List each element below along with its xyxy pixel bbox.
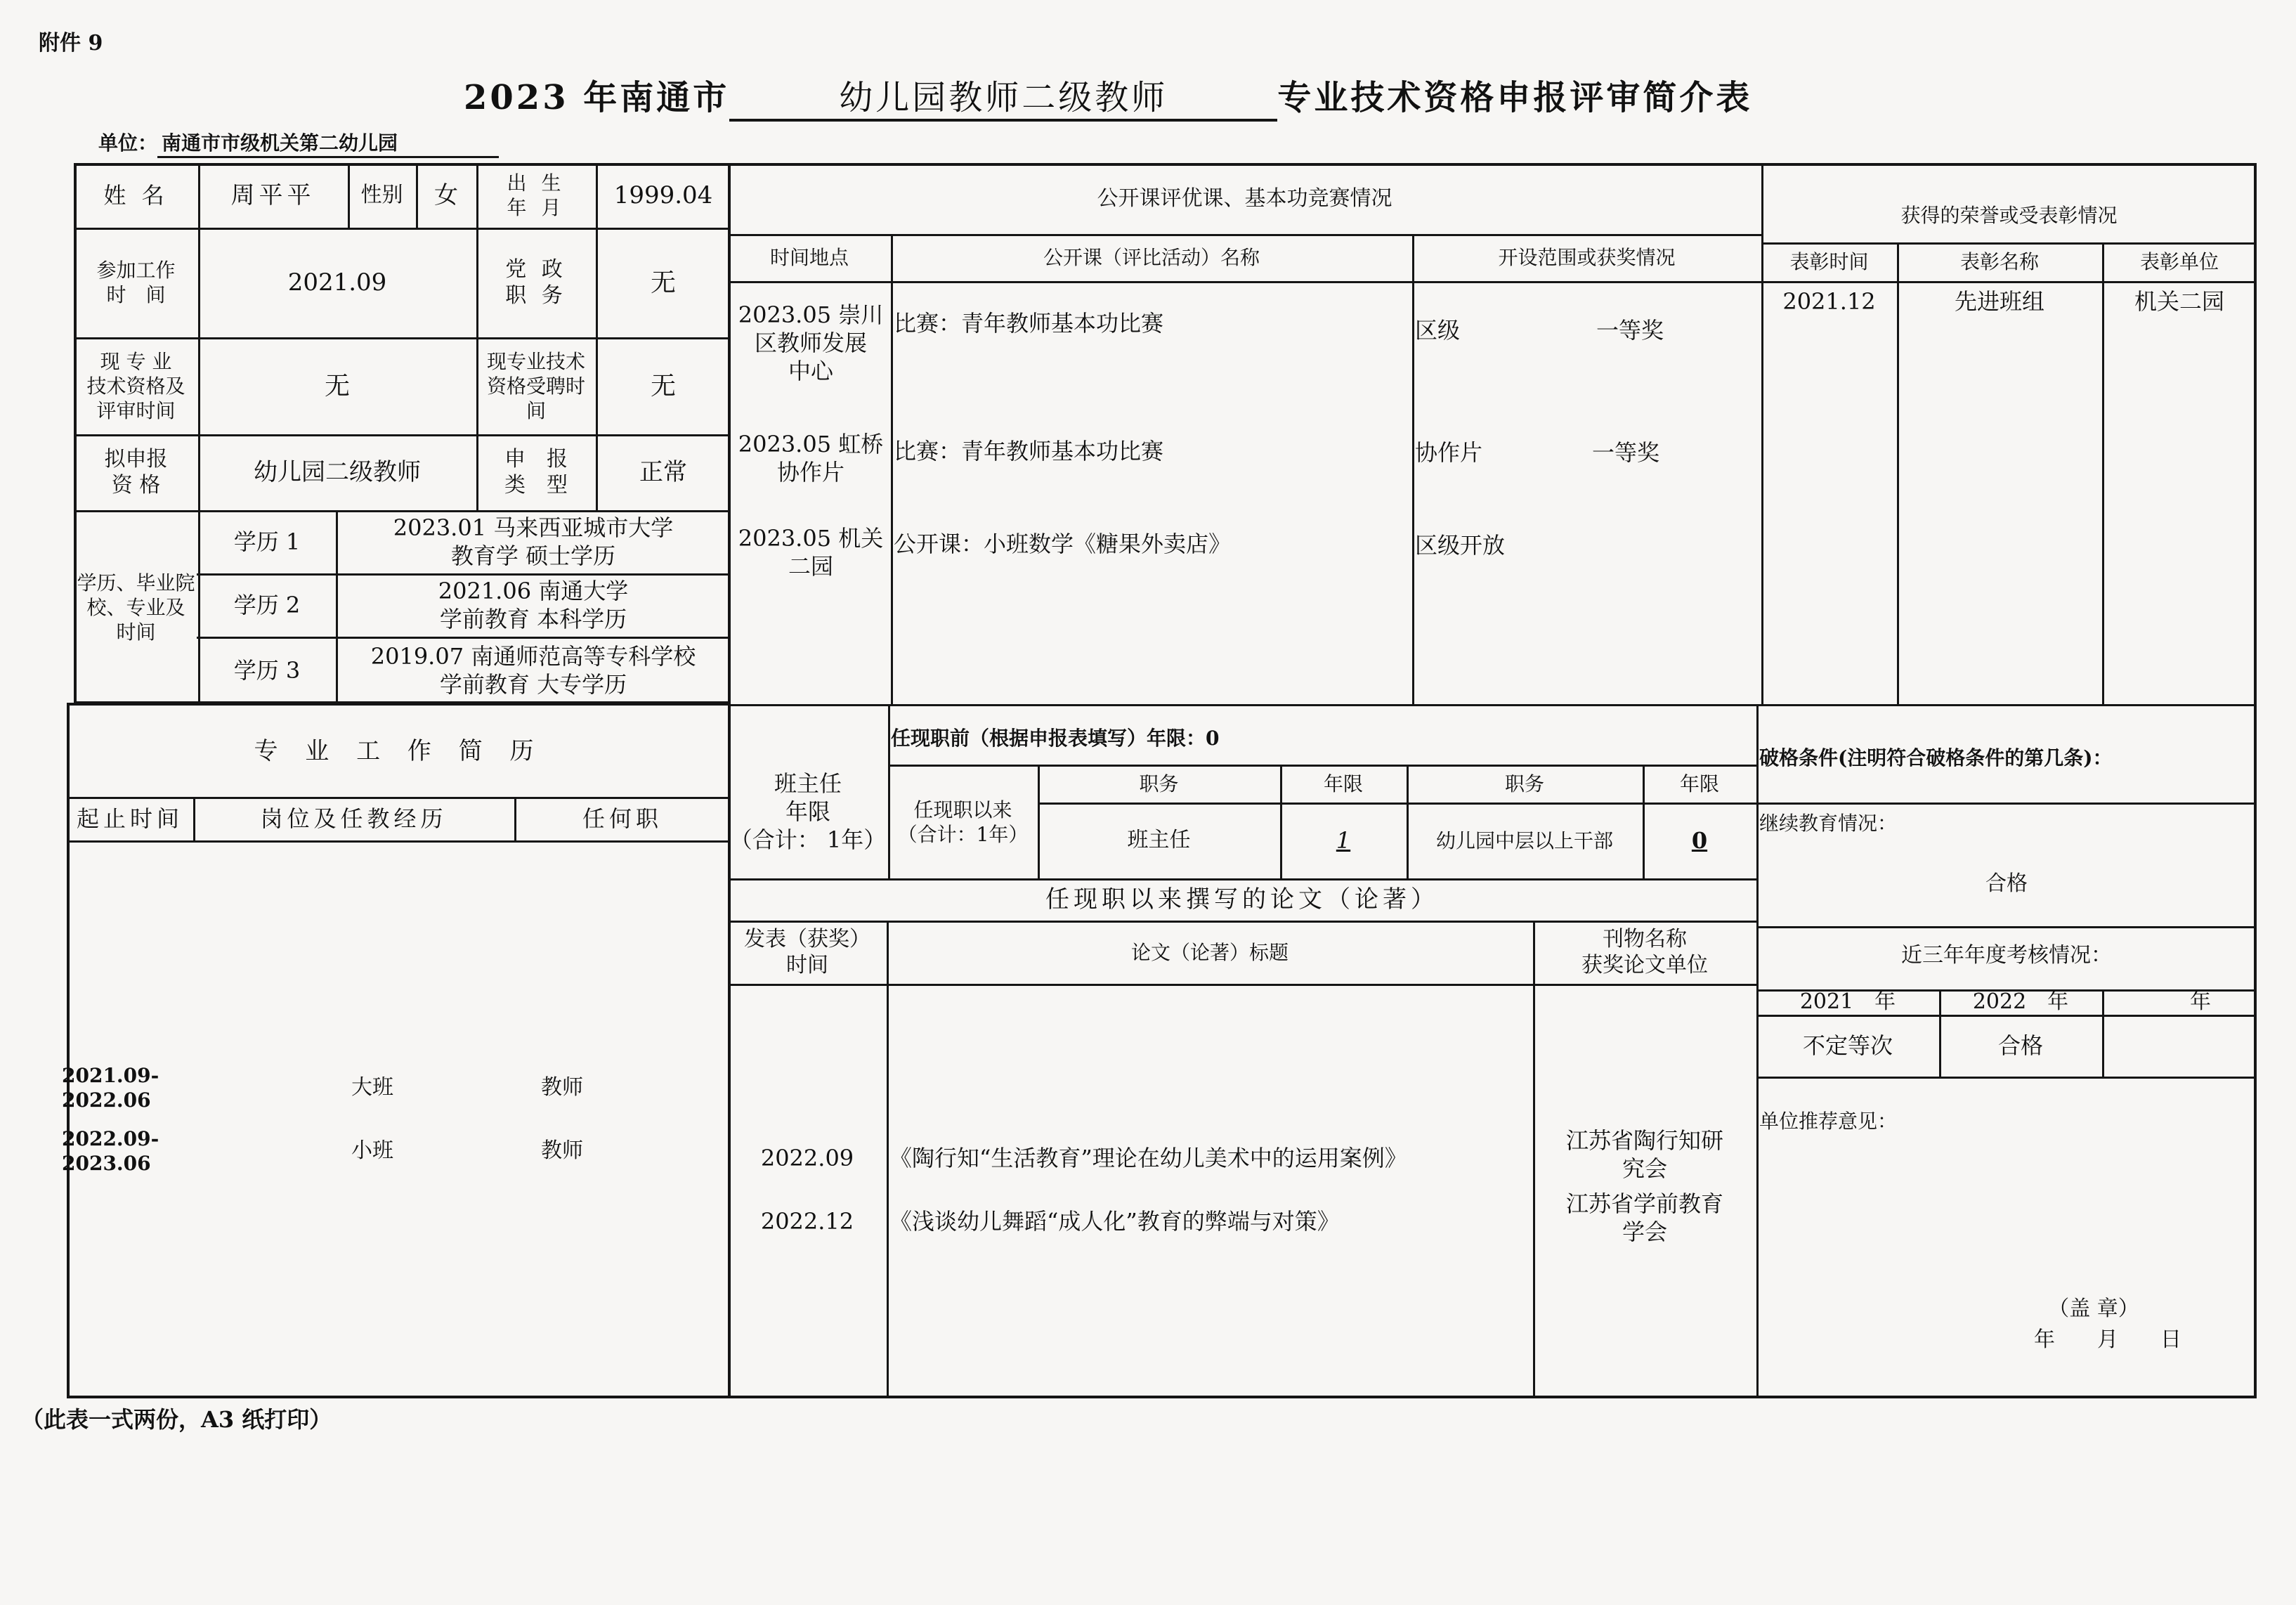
- paper-row-1-time: 2022.09: [760, 1145, 854, 1171]
- work-start-value: 2021.09: [287, 268, 387, 297]
- ct-header-years2: 年限: [1679, 772, 1719, 795]
- open-row-1-award: 一等奖: [1596, 317, 1664, 344]
- class-teacher-before: 任现职前（根据申报表填写）年限：0: [891, 726, 1220, 750]
- gender-label: 性别: [360, 183, 403, 208]
- signature-date: 年 月 日: [2034, 1327, 2181, 1353]
- ct-years2: 0: [1691, 827, 1708, 854]
- honors-row-1-time: 2021.12: [1782, 288, 1876, 315]
- work-row-1-role: 教师: [541, 1075, 583, 1100]
- open-header-time: 时间地点: [769, 246, 849, 269]
- title-prefix: 2023 年南通市: [464, 78, 730, 117]
- work-header-period: 起止时间: [76, 805, 183, 832]
- current-title-label: 现 专 业 技术资格及 评审时间: [86, 349, 185, 422]
- open-row-2-award: 一等奖: [1592, 439, 1660, 466]
- attachment-label: 附件 9: [39, 31, 103, 56]
- education-3-label: 学历 3: [233, 657, 301, 684]
- annual-year-3: 年: [2148, 989, 2211, 1015]
- honors-header-unit: 表彰单位: [2139, 250, 2219, 273]
- paper-row-1-journal: 江苏省陶行知研 究会: [1565, 1127, 1723, 1182]
- paper-row-1-title: 《陶行知“生活教育”理论在幼儿美术中的运用案例》: [889, 1145, 1407, 1171]
- title-suffix: 专业技术资格申报评审简介表: [1277, 78, 1753, 117]
- honors-header-name: 表彰名称: [1959, 250, 2039, 273]
- unit-value: 南通市市级机关第二幼儿园: [157, 128, 499, 158]
- name-label: 姓 名: [103, 182, 169, 209]
- work-row-1-period: 2021.09-2022.06: [62, 1064, 159, 1112]
- page-title: [464, 70, 1752, 122]
- work-header-post: 岗位及任教经历: [260, 805, 448, 832]
- open-classes-title: 公开课评优课、基本功竞赛情况: [1097, 186, 1392, 211]
- education-1-label: 学历 1: [233, 528, 301, 555]
- open-row-2-name: 比赛：青年教师基本功比赛: [894, 438, 1164, 464]
- open-row-2-scope: 协作片: [1415, 439, 1483, 466]
- work-row-1-post: 大班: [351, 1075, 393, 1100]
- papers-header-title: 论文（论著）标题: [1130, 940, 1289, 964]
- annual-year-1: 2021 年: [1799, 989, 1896, 1015]
- work-start-label: 参加工作 时 间: [96, 259, 176, 306]
- birth-value: 1999.04: [613, 181, 713, 209]
- ct-post2: 幼儿园中层以上干部: [1435, 829, 1613, 852]
- gender-value: 女: [434, 181, 458, 209]
- annual-result-2: 合格: [1997, 1032, 2043, 1059]
- unit-label: 单位：: [98, 131, 158, 155]
- education-1-value: 2023.01 马来西亚城市大学 教育学 硕士学历: [393, 514, 674, 569]
- footer-note: （此表一式两份，A3 纸打印）: [21, 1406, 332, 1433]
- work-row-2-role: 教师: [541, 1138, 583, 1164]
- work-history-title: 专 业 工 作 简 历: [254, 736, 544, 765]
- annual-review-label: 近三年年度考核情况：: [1901, 943, 2112, 968]
- unit-row: [98, 128, 499, 158]
- open-row-1-time: 2023.05 崇川 区教师发展 中心: [738, 301, 884, 384]
- ct-years1: 1: [1336, 827, 1351, 854]
- open-row-3-name: 公开课：小班数学《糖果外卖店》: [894, 531, 1232, 557]
- recommend-label: 单位推荐意见：: [1759, 1109, 1898, 1133]
- paper-row-2-journal: 江苏省学前教育 学会: [1565, 1190, 1723, 1245]
- open-header-scope: 开设范围或获奖情况: [1498, 246, 1676, 269]
- annual-year-2: 2022 年: [1972, 989, 2069, 1015]
- title-filled: 幼儿园教师二级教师: [729, 70, 1277, 122]
- current-hire-value: 无: [650, 371, 676, 401]
- education-label: 学历、毕业院 校、专业及 时间: [77, 571, 195, 644]
- ct-header-post2: 职务: [1504, 772, 1544, 795]
- open-row-3-award: [1596, 526, 1737, 565]
- work-header-role: 任何职: [582, 805, 663, 832]
- honors-row-1-name: 先进班组: [1954, 288, 2044, 315]
- education-2-label: 学历 2: [233, 592, 301, 618]
- annual-result-3: [2102, 1015, 2257, 1077]
- open-row-3-time: 2023.05 机关 二园: [738, 525, 884, 580]
- apply-label: 拟申报 资 格: [104, 446, 168, 498]
- papers-header-time: 发表（获奖） 时间: [744, 926, 870, 977]
- work-row-2-post: 小班: [351, 1138, 393, 1164]
- honors-header-time: 表彰时间: [1789, 250, 1869, 273]
- party-post-value: 无: [650, 268, 676, 297]
- open-row-1-scope: 区级: [1415, 317, 1461, 344]
- papers-title: 任现职以来撰写的论文（论著）: [1045, 885, 1439, 914]
- open-row-3-scope: 区级开放: [1415, 532, 1506, 559]
- education-2-value: 2021.06 南通大学 学前教育 本科学历: [438, 578, 629, 632]
- name-value: 周平平: [230, 181, 315, 209]
- class-teacher-label: 班主任 年限 （合计： 1年）: [729, 770, 887, 853]
- open-row-1-name: 比赛：青年教师基本功比赛: [894, 310, 1164, 337]
- honors-row-1-unit: 机关二园: [2134, 288, 2224, 315]
- birth-label: 出 生 年 月: [507, 171, 566, 219]
- open-row-2-time: 2023.05 虹桥 协作片: [738, 431, 884, 486]
- open-header-name: 公开课（评比活动）名称: [1043, 246, 1260, 269]
- honors-title: 获得的荣誉或受表彰情况: [1900, 204, 2118, 227]
- apply-type-value: 正常: [639, 457, 687, 486]
- cont-edu-label: 继续教育情况：: [1759, 811, 1898, 835]
- current-title-value: 无: [324, 371, 350, 401]
- ct-header-years1: 年限: [1323, 772, 1363, 795]
- paper-row-2-title: 《浅谈幼儿舞蹈“成人化”教育的弊端与对策》: [889, 1208, 1340, 1235]
- break-condition-label: 破格条件(注明符合破格条件的第几条)：: [1759, 746, 2113, 769]
- current-hire-label: 现专业技术 资格受聘时 间: [486, 349, 585, 422]
- apply-type-label: 申 报 类 型: [504, 446, 568, 498]
- ct-post1: 班主任: [1127, 828, 1191, 853]
- papers-header-journal: 刊物名称 获奖论文单位: [1581, 926, 1708, 977]
- seal-label: （盖 章）: [2048, 1297, 2139, 1322]
- class-teacher-since: 任现职以来 （合计：1年）: [897, 798, 1029, 846]
- apply-value: 幼儿园二级教师: [254, 457, 421, 486]
- ct-header-post1: 职务: [1139, 772, 1179, 795]
- party-post-label: 党 政 职 务: [505, 256, 567, 308]
- work-row-2-period: 2022.09-2023.06: [62, 1127, 159, 1175]
- cont-edu-value: 合格: [1985, 871, 2028, 897]
- education-3-value: 2019.07 南通师范高等专科学校 学前教育 大专学历: [370, 643, 696, 698]
- paper-row-2-time: 2022.12: [760, 1208, 854, 1235]
- annual-result-1: 不定等次: [1802, 1032, 1893, 1059]
